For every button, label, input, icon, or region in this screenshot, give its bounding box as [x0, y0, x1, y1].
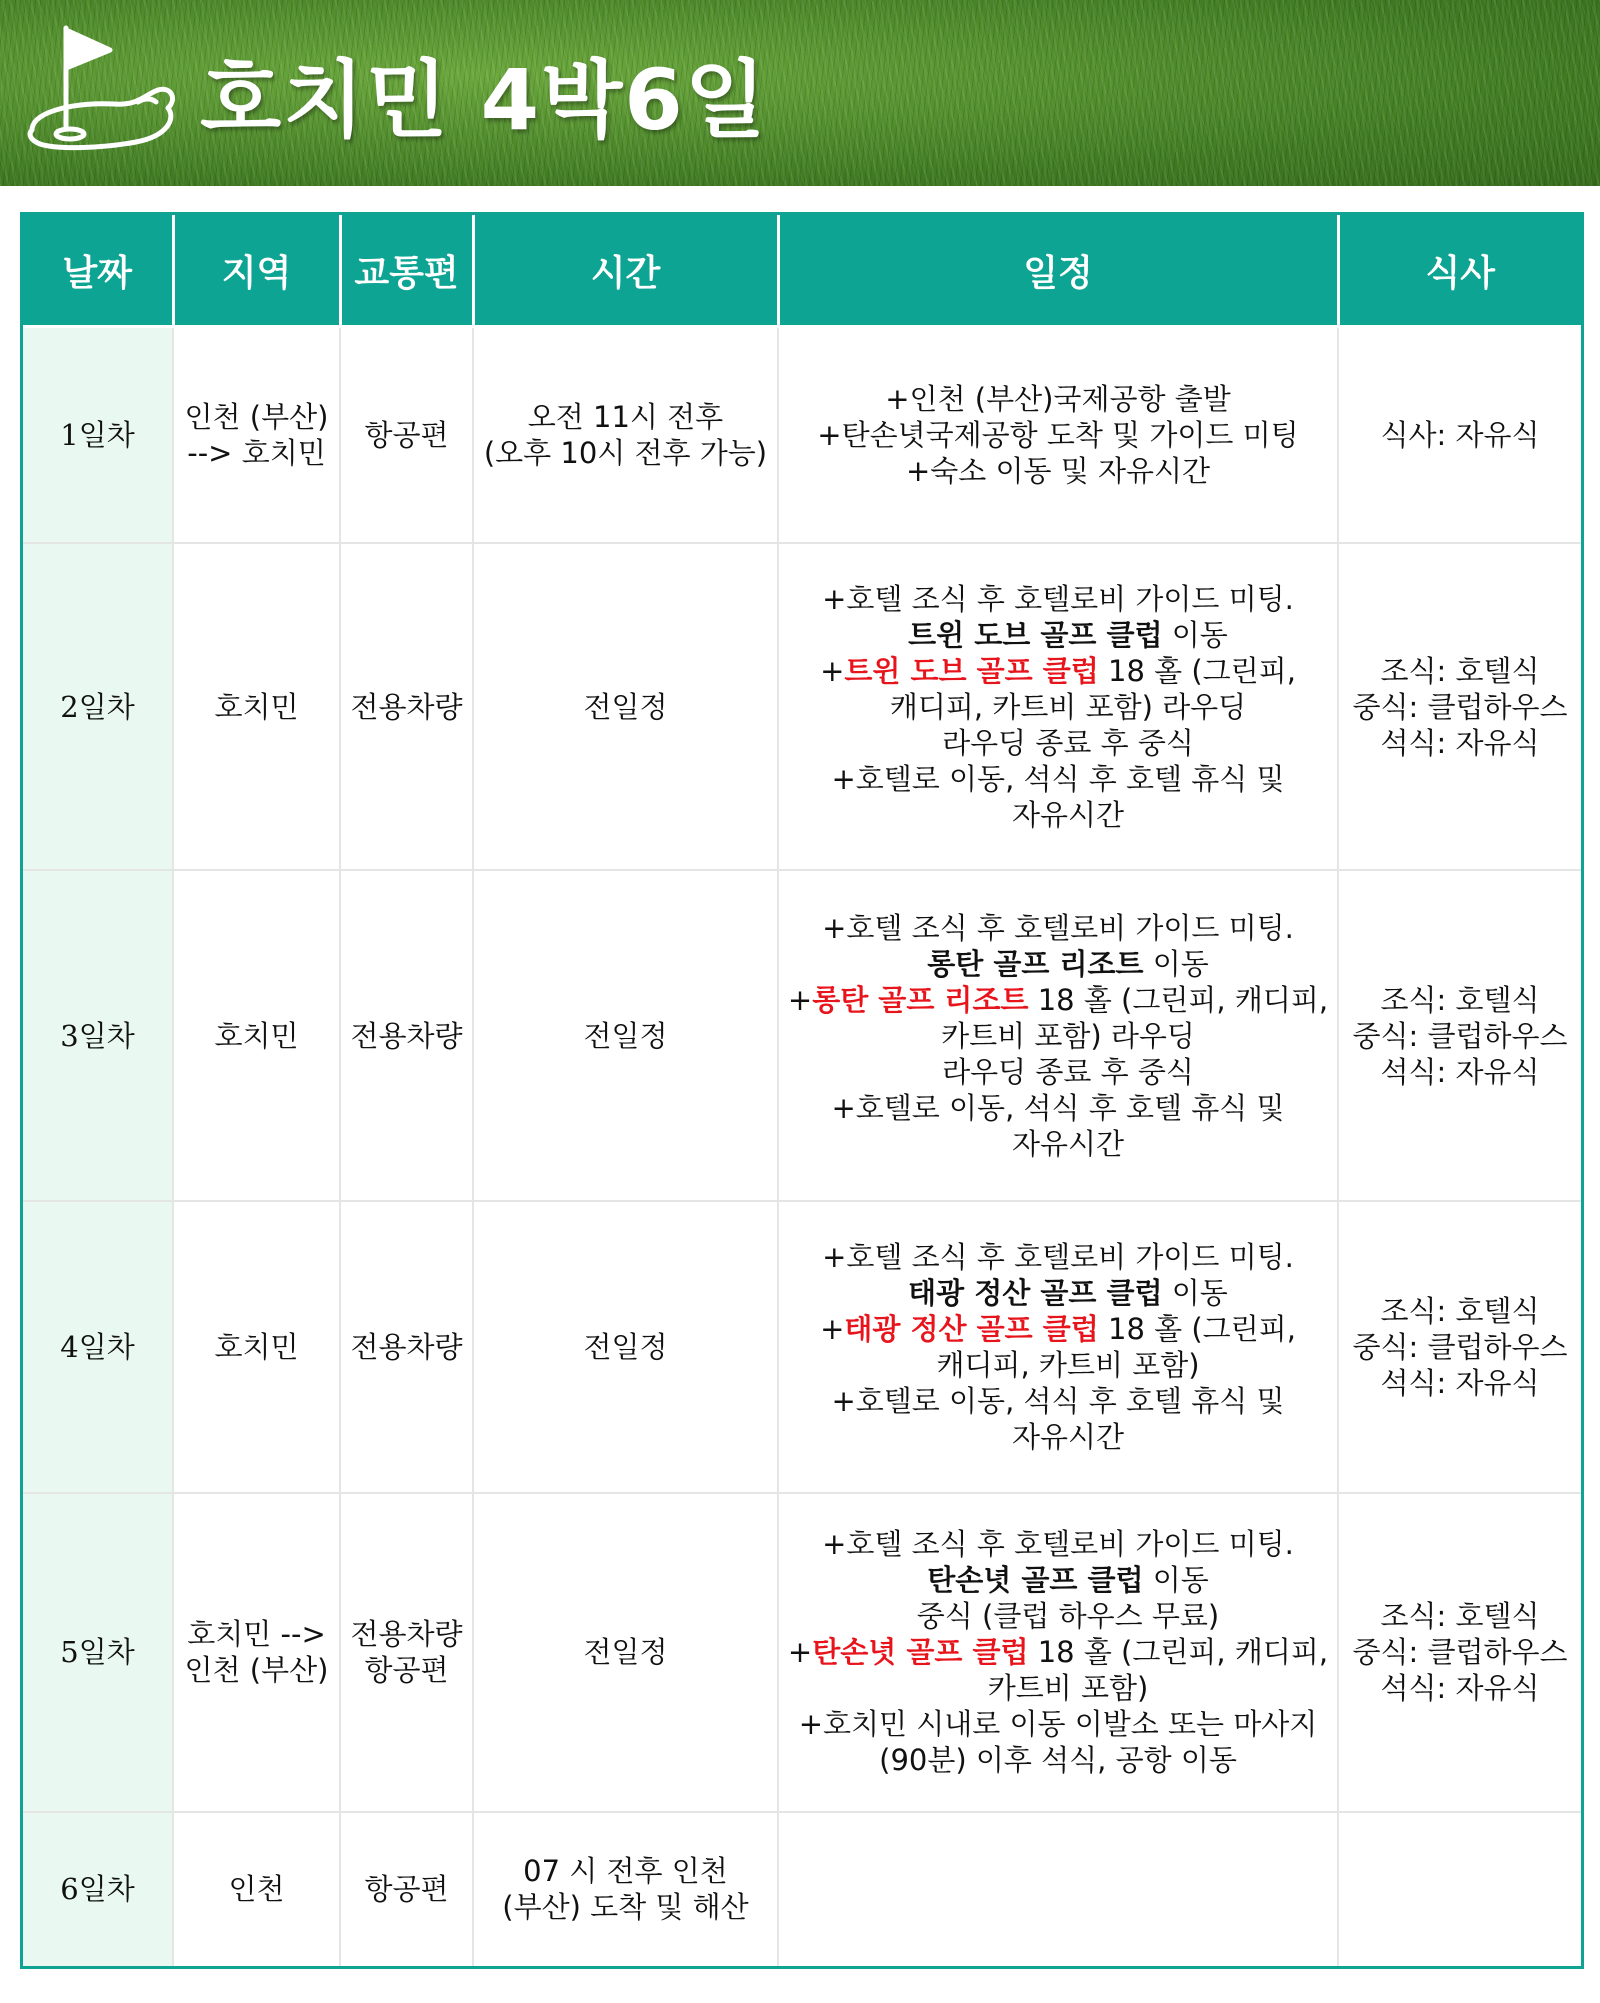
column-header-schedule: 일정	[778, 215, 1338, 327]
meals-cell	[1338, 543, 1581, 870]
schedule-table-wrap	[20, 212, 1584, 1969]
transport-cell	[340, 1201, 473, 1493]
region-text: 호치민	[214, 1330, 299, 1365]
transport-text: 전용차량	[350, 1018, 463, 1053]
schedule-line	[785, 1347, 1331, 1383]
schedule-cell	[778, 870, 1338, 1201]
schedule-text: 자유시간	[1011, 1420, 1125, 1455]
schedule-text: 이동	[1143, 1563, 1209, 1598]
schedule-line	[785, 982, 1331, 1018]
column-header-meals: 식사	[1338, 215, 1581, 327]
time-cell	[473, 1201, 778, 1493]
schedule-text: +숙소 이동 및 자유시간	[905, 453, 1211, 488]
schedule-line	[785, 1598, 1331, 1634]
schedule-line	[785, 689, 1331, 725]
schedule-text: 18 홀 (그린피, 캐디피,	[1028, 982, 1329, 1017]
column-header-time: 시간	[473, 215, 778, 327]
day-cell: 3일차	[23, 870, 173, 1201]
meal-text: 조식: 호텔식	[1380, 1599, 1540, 1634]
schedule-text: +인천 (부산)국제공항 출발	[885, 381, 1231, 416]
schedule-text: +	[820, 653, 845, 688]
meals-cell	[1338, 1201, 1581, 1493]
transport-text: 항공편	[364, 417, 449, 452]
schedule-text: +호치민 시내로 이동 이발소 또는 마사지	[798, 1707, 1318, 1742]
schedule-line	[785, 910, 1331, 946]
day-cell: 2일차	[23, 543, 173, 870]
schedule-line	[785, 1419, 1331, 1455]
column-header-transport: 교통편	[340, 215, 473, 327]
schedule-line	[785, 1126, 1331, 1162]
table-row	[23, 1201, 1581, 1493]
schedule-text: +호텔로 이동, 석식 후 호텔 휴식 및	[831, 1090, 1285, 1125]
table-row	[23, 327, 1581, 543]
schedule-text: 라우딩 종료 후 중식	[942, 1054, 1194, 1089]
meal-text: 중식: 클럽하우스	[1352, 689, 1568, 724]
transport-text: 전용차량	[350, 689, 463, 724]
table-row	[23, 1493, 1581, 1811]
schedule-line	[785, 1090, 1331, 1126]
schedule-line	[785, 1526, 1331, 1562]
schedule-text: 이동	[1162, 1276, 1228, 1311]
time-text: (부산) 도착 및 해산	[502, 1890, 749, 1925]
schedule-line	[785, 453, 1331, 489]
schedule-text: 18 홀 (그린피,	[1098, 653, 1296, 688]
region-cell	[173, 543, 340, 870]
schedule-text: +	[820, 1312, 845, 1347]
meal-text: 석식: 자유식	[1380, 725, 1540, 760]
region-cell	[173, 870, 340, 1201]
schedule-text: +탄손녓국제공항 도착 및 가이드 미팅	[817, 417, 1299, 452]
meals-cell	[1338, 1493, 1581, 1811]
time-text: 전일정	[583, 689, 668, 724]
region-text: 인천 (부산)	[184, 1653, 329, 1688]
schedule-line	[785, 1383, 1331, 1419]
column-header-region: 지역	[173, 215, 340, 327]
day-cell: 6일차	[23, 1812, 173, 1966]
meal-text: 중식: 클럽하우스	[1352, 1330, 1568, 1365]
transport-cell	[340, 543, 473, 870]
meals-cell	[1338, 870, 1581, 1201]
schedule-cell	[778, 1812, 1338, 1966]
time-text: (오후 10시 전후 가능)	[483, 435, 768, 470]
schedule-text: 카트비 포함) 라우딩	[941, 1018, 1195, 1053]
region-cell	[173, 1812, 340, 1966]
schedule-line	[785, 725, 1331, 761]
region-text: 인천 (부산)	[184, 399, 329, 434]
region-text: 호치민	[214, 689, 299, 724]
schedule-line	[785, 1239, 1331, 1275]
time-text: 오전 11시 전후	[527, 399, 724, 434]
day-cell: 5일차	[23, 1493, 173, 1811]
schedule-line	[785, 1706, 1331, 1742]
schedule-line	[785, 1311, 1331, 1347]
schedule-text: 이동	[1143, 946, 1209, 981]
time-cell	[473, 327, 778, 543]
transport-cell	[340, 870, 473, 1201]
schedule-line	[785, 946, 1331, 982]
time-text: 전일정	[583, 1018, 668, 1053]
schedule-text: +호텔로 이동, 석식 후 호텔 휴식 및	[831, 761, 1285, 796]
schedule-line	[785, 1562, 1331, 1598]
meal-text: 중식: 클럽하우스	[1352, 1635, 1568, 1670]
schedule-text: 캐디피, 카트비 포함)	[936, 1348, 1200, 1383]
table-row	[23, 870, 1581, 1201]
day-cell: 4일차	[23, 1201, 173, 1493]
transport-text: 항공편	[364, 1653, 449, 1688]
golf-flag-icon	[18, 18, 188, 168]
meal-text: 석식: 자유식	[1380, 1671, 1540, 1706]
schedule-text: 중식 (클럽 하우스 무료)	[916, 1599, 1220, 1634]
schedule-text: 18 홀 (그린피,	[1098, 1312, 1296, 1347]
schedule-table	[23, 215, 1581, 1966]
schedule-text: +호텔 조식 후 호텔로비 가이드 미팅.	[822, 581, 1294, 616]
golf-course-highlight: 태광 정산 골프 클럽	[844, 1312, 1099, 1347]
schedule-text: 자유시간	[1011, 797, 1125, 832]
region-cell	[173, 1201, 340, 1493]
transport-text: 전용차량	[350, 1330, 463, 1365]
region-text: 호치민 -->	[187, 1617, 326, 1652]
schedule-text: 18 홀 (그린피, 캐디피,	[1028, 1635, 1329, 1670]
schedule-cell	[778, 1493, 1338, 1811]
golf-course-name: 태광 정산 골프 클럽	[908, 1276, 1163, 1311]
schedule-text: 자유시간	[1011, 1126, 1125, 1161]
time-text: 07 시 전후 인천	[523, 1854, 728, 1889]
schedule-text: 카트비 포함)	[987, 1671, 1149, 1706]
meal-text: 식사: 자유식	[1380, 417, 1540, 452]
schedule-text: +	[787, 982, 813, 1017]
golf-course-highlight: 롱탄 골프 리조트	[812, 982, 1029, 1017]
region-text: 인천	[228, 1872, 285, 1907]
banner	[0, 0, 1600, 186]
meal-text: 석식: 자유식	[1380, 1054, 1540, 1089]
table-row	[23, 1812, 1581, 1966]
meal-text: 조식: 호텔식	[1380, 653, 1540, 688]
schedule-cell	[778, 327, 1338, 543]
schedule-line	[785, 1018, 1331, 1054]
day-cell: 1일차	[23, 327, 173, 543]
time-cell	[473, 1493, 778, 1811]
transport-cell	[340, 327, 473, 543]
column-header-date: 날짜	[23, 215, 173, 327]
schedule-text: +호텔로 이동, 석식 후 호텔 휴식 및	[831, 1384, 1285, 1419]
schedule-line	[785, 761, 1331, 797]
schedule-line	[785, 417, 1331, 453]
schedule-line	[785, 381, 1331, 417]
schedule-line	[785, 797, 1331, 833]
schedule-text: 이동	[1162, 617, 1228, 652]
golf-course-highlight: 트윈 도브 골프 클럽	[844, 653, 1099, 688]
schedule-text: +호텔 조식 후 호텔로비 가이드 미팅.	[822, 1240, 1294, 1275]
golf-course-highlight: 탄손녓 골프 클럽	[812, 1635, 1029, 1670]
table-row	[23, 543, 1581, 870]
meal-text: 석식: 자유식	[1380, 1366, 1540, 1401]
schedule-line	[785, 617, 1331, 653]
schedule-line	[785, 581, 1331, 617]
time-cell	[473, 543, 778, 870]
page-title: 호치민 4박6일	[200, 51, 768, 149]
meals-cell	[1338, 1812, 1581, 1966]
schedule-body	[23, 327, 1581, 1967]
table-header-row	[23, 215, 1581, 327]
schedule-line	[785, 1670, 1331, 1706]
time-text: 전일정	[583, 1330, 668, 1365]
time-text: 전일정	[583, 1635, 668, 1670]
transport-text: 항공편	[364, 1872, 449, 1907]
meal-text: 중식: 클럽하우스	[1352, 1018, 1568, 1053]
golf-course-name: 탄손녓 골프 클럽	[927, 1563, 1144, 1598]
time-cell	[473, 1812, 778, 1966]
schedule-text: +호텔 조식 후 호텔로비 가이드 미팅.	[822, 1527, 1294, 1562]
region-cell	[173, 1493, 340, 1811]
schedule-text: (90분) 이후 석식, 공항 이동	[879, 1743, 1237, 1778]
schedule-text: +호텔 조식 후 호텔로비 가이드 미팅.	[822, 910, 1294, 945]
transport-cell	[340, 1493, 473, 1811]
golf-course-name: 트윈 도브 골프 클럽	[908, 617, 1163, 652]
schedule-text: 캐디피, 카트비 포함) 라우딩	[889, 689, 1247, 724]
schedule-cell	[778, 1201, 1338, 1493]
transport-text: 전용차량	[350, 1617, 463, 1652]
schedule-text: 라우딩 종료 후 중식	[942, 725, 1194, 760]
schedule-line	[785, 1054, 1331, 1090]
region-text: --> 호치민	[187, 435, 326, 470]
schedule-text: +	[787, 1635, 813, 1670]
schedule-cell	[778, 543, 1338, 870]
schedule-line	[785, 1742, 1331, 1778]
schedule-line	[785, 1634, 1331, 1670]
region-cell	[173, 327, 340, 543]
region-text: 호치민	[214, 1018, 299, 1053]
schedule-line	[785, 653, 1331, 689]
golf-course-name: 롱탄 골프 리조트	[927, 946, 1144, 981]
meals-cell	[1338, 327, 1581, 543]
schedule-line	[785, 1275, 1331, 1311]
meal-text: 조식: 호텔식	[1380, 1294, 1540, 1329]
meal-text: 조식: 호텔식	[1380, 982, 1540, 1017]
transport-cell	[340, 1812, 473, 1966]
time-cell	[473, 870, 778, 1201]
